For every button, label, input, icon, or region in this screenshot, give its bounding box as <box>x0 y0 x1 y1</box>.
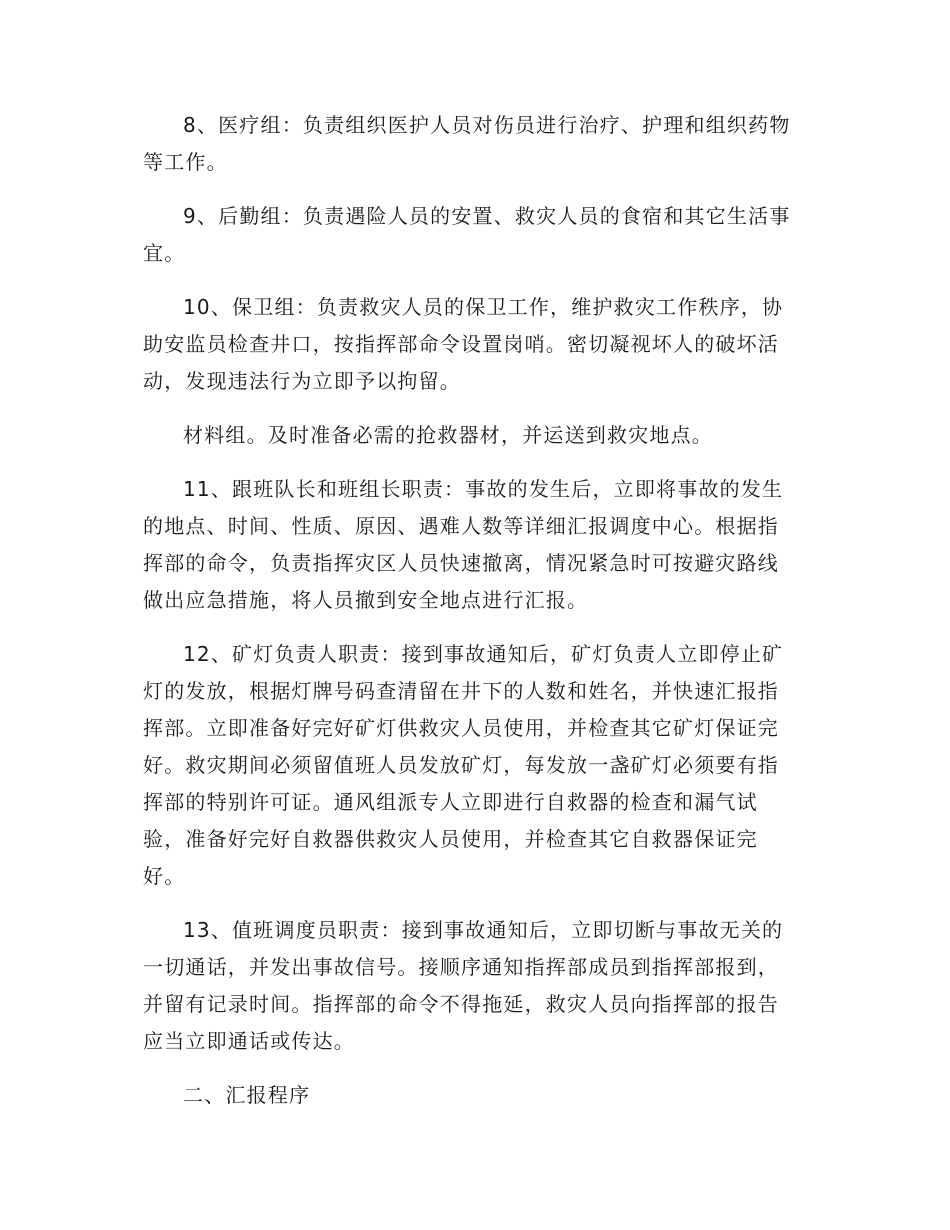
text-line: 做出应急措施，将人员撤到安全地点进行汇报。 <box>143 588 589 612</box>
text-line: 12、矿灯负责人职责：接到事故通知后，矿灯负责人立即停止矿 <box>183 642 784 666</box>
text-line: 等工作。 <box>143 150 228 174</box>
paragraph <box>143 1077 808 1114</box>
text-line: 动，发现违法行为立即予以拘留。 <box>143 369 461 393</box>
document-body <box>143 107 808 1131</box>
text-line: 9、后勤组：负责遇险人员的安置、救灾人员的食宿和其它生活事 <box>183 204 791 228</box>
text-line: 挥部的特别许可证。通风组派专人立即进行自救器的检查和漏气试 <box>143 790 758 814</box>
paragraph <box>143 912 808 1060</box>
text-line: 二、汇报程序 <box>183 1083 311 1107</box>
text-line: 10、保卫组：负责救灾人员的保卫工作，维护救灾工作秩序，协 <box>183 295 784 319</box>
text-line: 助安监员检查井口，按指挥部命令设置岗哨。密切凝视坏人的破坏活 <box>143 332 779 356</box>
text-line: 的地点、时间、性质、原因、遇难人数等详细汇报调度中心。根据指 <box>143 514 779 538</box>
paragraph <box>143 198 808 272</box>
text-line: 材料组。及时准备必需的抢救器材，并运送到救灾地点。 <box>183 423 713 447</box>
paragraph <box>143 107 808 181</box>
paragraph <box>143 471 808 619</box>
text-line: 应当立即通话或传达。 <box>143 1029 355 1053</box>
text-line: 验，准备好完好自救器供救灾人员使用，并检查其它自救器保证完 <box>143 827 758 851</box>
text-line: 8、医疗组：负责组织医护人员对伤员进行治疗、护理和组织药物 <box>183 113 791 137</box>
text-line: 挥部。立即准备好完好矿灯供救灾人员使用，并检查其它矿灯保证完 <box>143 716 779 740</box>
text-line: 宜。 <box>143 241 186 265</box>
text-line: 并留有记录时间。指挥部的命令不得拖延，救灾人员向指挥部的报告 <box>143 992 779 1016</box>
text-line: 一切通话，并发出事故信号。接顺序通知指挥部成员到指挥部报到， <box>143 955 779 979</box>
text-line: 灯的发放，根据灯牌号码查清留在井下的人数和姓名，并快速汇报指 <box>143 679 779 703</box>
text-line: 11、跟班队长和班组长职责：事故的发生后，立即将事故的发生 <box>183 477 784 501</box>
text-line: 13、值班调度员职责：接到事故通知后，立即切断与事故无关的 <box>183 918 784 942</box>
text-line: 好。 <box>143 864 186 888</box>
text-line: 好。救灾期间必须留值班人员发放矿灯，每发放一盏矿灯必须要有指 <box>143 753 779 777</box>
paragraph <box>143 636 808 895</box>
paragraph <box>143 417 808 454</box>
text-line: 挥部的命令，负责指挥灾区人员快速撤离，情况紧急时可按避灾路线 <box>143 551 779 575</box>
paragraph <box>143 289 808 400</box>
